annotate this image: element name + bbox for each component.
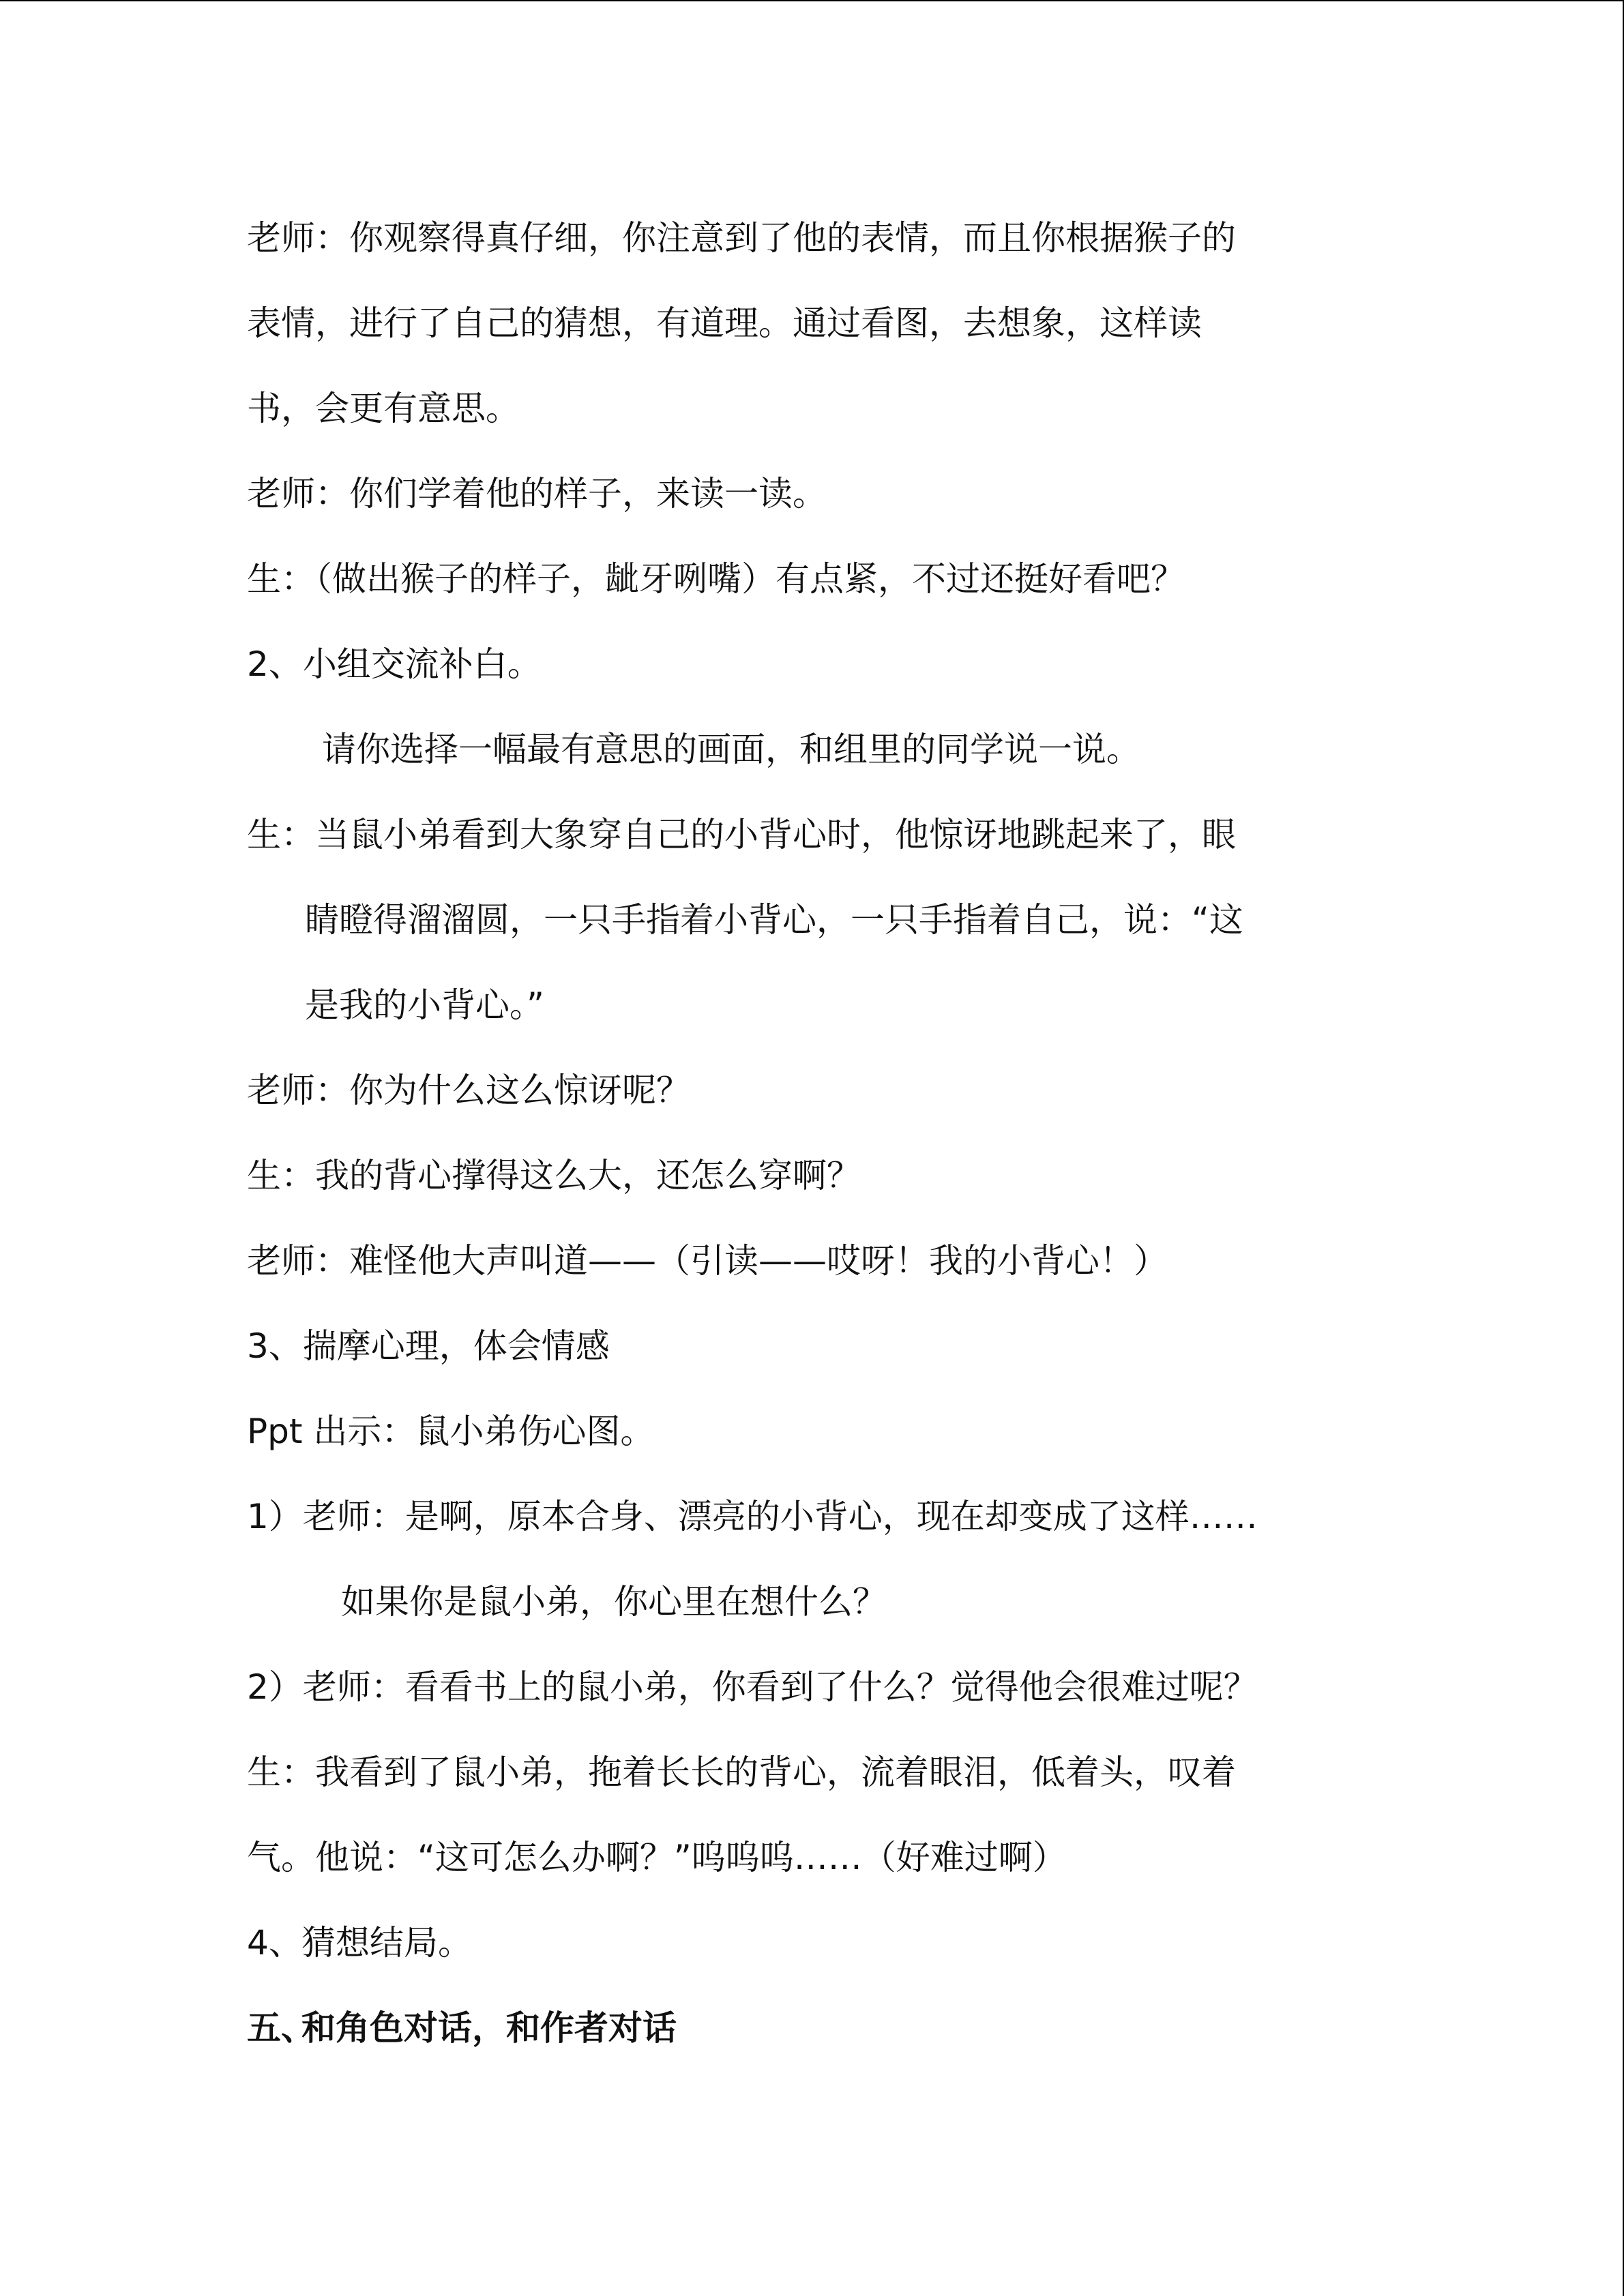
text-line: 老师：你为什么这么惊讶呢？ — [247, 1071, 690, 1110]
document-body — [247, 196, 1406, 2071]
text-line: 1）老师：是啊，原本合身、漂亮的小背心，现在却变成了这样…… — [247, 1497, 1258, 1536]
text-line: 生：我的背心撑得这么大，还怎么穿啊？ — [247, 1156, 861, 1195]
list-item-heading — [247, 1900, 1406, 1986]
list-number: 4、 — [247, 1923, 303, 1963]
text-line: 2）老师：看看书上的鼠小弟，你看到了什么？觉得他会很难过呢？ — [247, 1667, 1258, 1707]
text-line: Ppt 出示：鼠小弟伤心图。 — [247, 1412, 655, 1451]
list-item-heading: 2、小组交流补白。 — [247, 644, 542, 684]
text-line: 是我的小背心。” — [305, 985, 544, 1025]
text-line: 生：我看到了鼠小弟，拖着长长的背心，流着眼泪，低着头，叹着 — [247, 1753, 1236, 1792]
text-line: 生：当鼠小弟看到大象穿自己的小背心时，他惊讶地跳起来了，眼 — [247, 815, 1236, 854]
section-number: 五、 — [247, 2008, 315, 2048]
text-line: 老师：难怪他大声叫道——（引读——哎呀！我的小背心！） — [247, 1241, 1168, 1281]
section-heading — [247, 1986, 1406, 2071]
text-line: 睛瞪得溜溜圆，一只手指着小背心，一只手指着自己，说：“这 — [305, 900, 1243, 940]
section-title: 和角色对话，和作者对话 — [301, 2008, 677, 2048]
text-line: 老师：你们学着他的样子，来读一读。 — [247, 474, 827, 513]
list-item-text: 猜想结局。 — [301, 1923, 472, 1963]
text-line: 生：（做出猴子的样子，龇牙咧嘴）有点紧，不过还挺好看吧？ — [247, 559, 1185, 599]
list-item-heading: 3、揣摩心理，体会情感 — [247, 1326, 610, 1366]
text-line: 如果你是鼠小弟，你心里在想什么？ — [341, 1582, 887, 1622]
text-line: 请你选择一幅最有意思的画面，和组里的同学说一说。 — [322, 730, 1140, 769]
text-line: 气。他说：“这可怎么办啊？”呜呜呜……（好难过啊） — [247, 1838, 1067, 1877]
text-line: 书，会更有意思。 — [247, 389, 520, 428]
text-line: 老师：你观察得真仔细，你注意到了他的表情，而且你根据猴子的 — [247, 218, 1236, 258]
text-line: 表情，进行了自己的猜想，有道理。通过看图，去想象，这样读 — [247, 303, 1202, 343]
